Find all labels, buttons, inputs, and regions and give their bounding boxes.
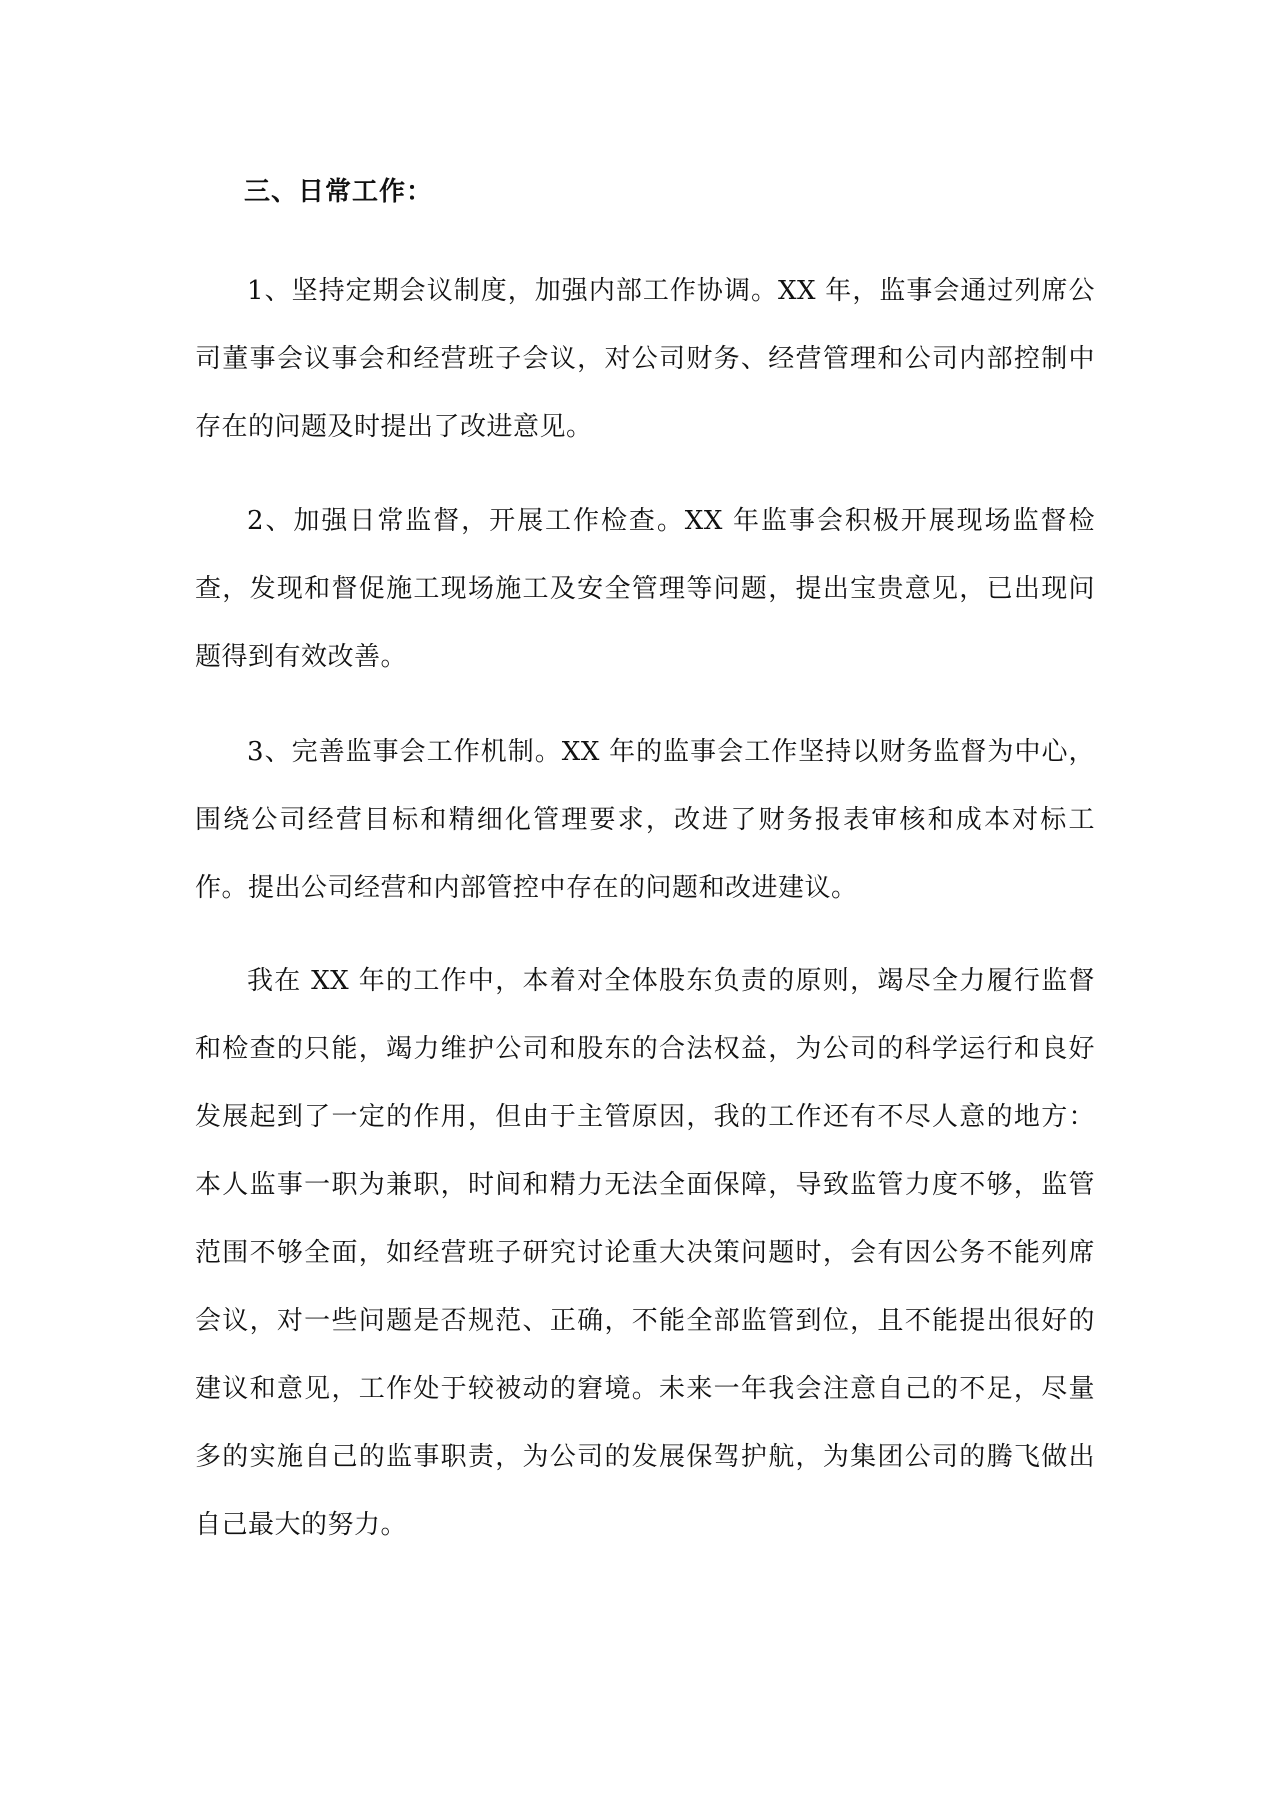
paragraph-3: 3、完善监事会工作机制。XX 年的监事会工作坚持以财务监督为中心，围绕公司经营目标和精细化管理要求，改进了财务报表审核和成本对标工作。提出公司经营和内部管控中存在的问题和改进建议。 [195, 737, 1095, 903]
paragraph-summary: 我在 XX 年的工作中，本着对全体股东负责的原则，竭尽全力履行监督和检查的只能，竭力维护公司和股东的合法权益，为公司的科学运行和良好发展起到了一定的作用，但由于主管原因，我的工作还有不尽人意的地方：本人监事一职为兼职，时间和精力无法全面保障，导致监管力度不够，监管范围不够全面，如经营班子研究讨论重大决策问题时，会有因公务不能列席会议，对一些问题是否规范、正确，不能全部监管到位，且不能提出很好的建议和意见，工作处于较被动的窘境。未来一年我会注意自己的不足，尽量多的实施自己的监事职责，为公司的发展保驾护航，为集团公司的腾飞做出自己最大的努力。 [195, 966, 1095, 1540]
paragraph-2: 2、加强日常监督，开展工作检查。XX 年监事会积极开展现场监督检查，发现和督促施工现场施工及安全管理等问题，提出宝贵意见，已出现问题得到有效改善。 [195, 506, 1095, 672]
section-heading: 三、日常工作： [244, 177, 434, 207]
paragraph-1: 1、坚持定期会议制度，加强内部工作协调。XX 年，监事会通过列席公司董事会议事会和经营班子会议，对公司财务、经营管理和公司内部控制中存在的问题及时提出了改进意见。 [195, 276, 1095, 442]
